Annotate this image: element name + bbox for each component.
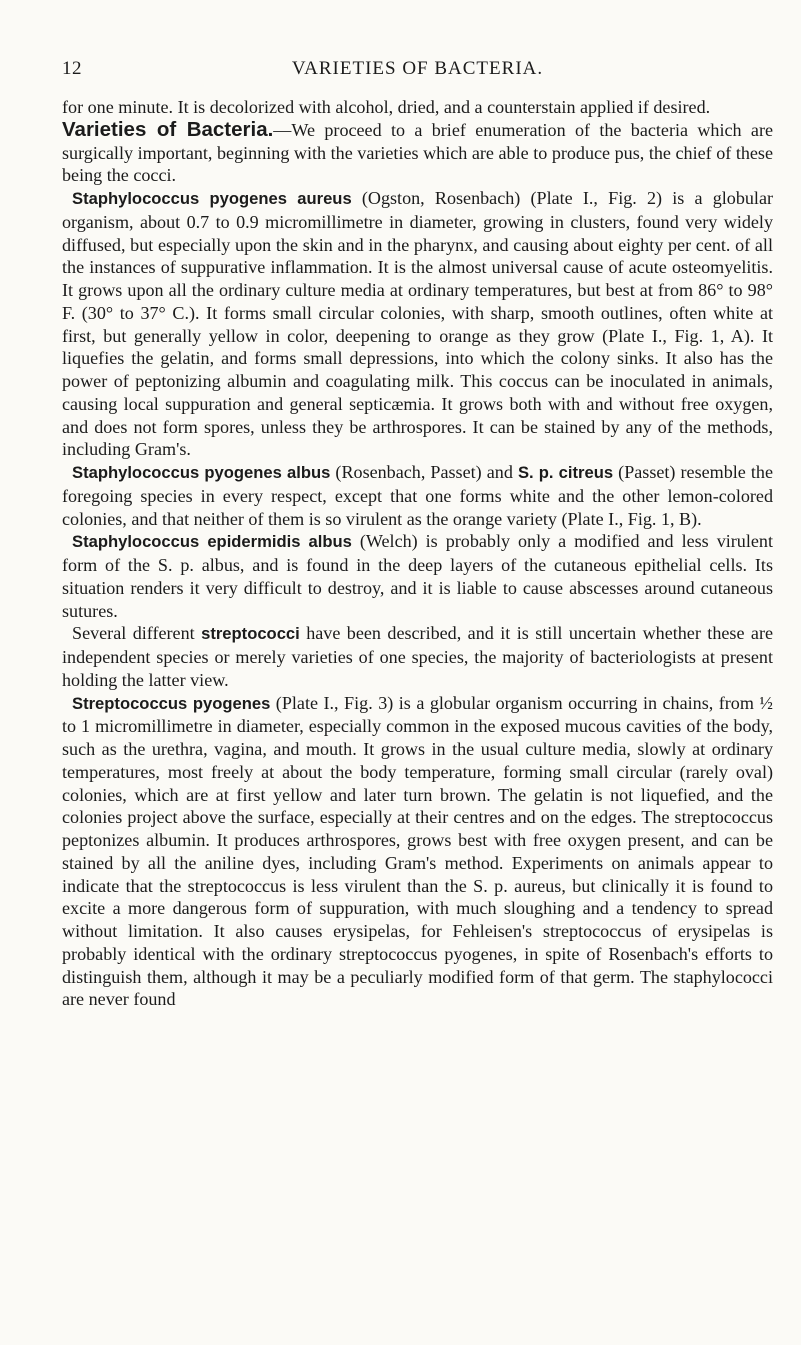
species-term: streptococci [201, 624, 300, 644]
section-heading: Varieties of Bacteria. [62, 117, 274, 141]
species-term: Streptococcus pyogenes [72, 693, 271, 713]
page-number: 12 [62, 58, 82, 79]
species-term: Staphylococcus pyogenes albus [72, 463, 331, 482]
paragraph-varieties-of-bacteria [62, 119, 773, 187]
paragraph-text: (Passet) resemble the foregoing species in every respect, except that one forms white and the other lemon-colored colonies, and that neither of them is so virulent as the orange variety (Plate I., Fig. 1, B). [62, 462, 774, 529]
paragraph-text-part: (Rosenbach, Passet) and [330, 462, 518, 482]
paragraph-continuation [62, 96, 773, 119]
species-term: Staphylococcus epidermidis albus [72, 532, 352, 552]
paragraph-text: (Ogston, Rosenbach) (Plate I., Fig. 2) is a globular organism, about 0.7 to 0.9 micromillimetre in diameter, growing in clusters, found very widely diffused, but especially upon the skin and in the pharynx, and causing about eighty per cent. of all the instances of suppurative inflammation. It is the almost universal cause of acute osteomyelitis. It grows upon all the ordinary culture media at ordinary temperatures, but best at from 86° to 98° F. (30° to 37° C.). It forms small circular colonies, with sharp, smooth outlines, often white at first, but generally yellow in color, deepening to orange as they grow (Plate I., Fig. 1, A). It liquefies the gelatin, and forms small depressions, into which the colony sinks. It also has the power of peptonizing albumin and coagulating milk. This coccus can be inoculated in animals, causing local suppuration and general septicæmia. It grows both with and without free oxygen, and does not form spores, unless they be arthrospores. It can be stained by any of the methods, including Gram's. [62, 188, 774, 460]
paragraph-text: have been described, and it is still uncertain whether these are independent species or merely varieties of one species, the majority of bacteriologists at present holding the latter view. [62, 623, 773, 690]
paragraph-streptococcus-pyogenes [62, 692, 773, 1012]
paragraph-text: (Plate I., Fig. 3) is a globular organism occurring in chains, from ½ to 1 micromillimetre in diameter, especially common in the exposed mucous cavities of the body, such as the urethra, vagina, and mouth. It grows in the usual culture media, slowly at ordinary temperatures, most freely at about the body temperature, forming small circular (rarely oval) colonies, which are at first yellow and later turn brown. The gelatin is not liquefied, and the colonies project above the surface, especially at their centres and on the edges. The streptococcus peptonizes albumin. It produces arthrospores, grows best with free oxygen present, and can be stained by all the aniline dyes, including Gram's method. Experiments on animals appear to indicate that the streptococcus is less virulent than the S. p. aureus, but clinically it is found to excite a more dangerous form of suppuration, with much sloughing and a tendency to spread without limitation. It also causes erysipelas, for Fehleisen's streptococcus of erysipelas is probably identical with the ordinary streptococcus pyogenes, in spite of Rosenbach's efforts to distinguish them, although it may be a peculiarly modified form of that germ. The staphylococci are never found [62, 692, 773, 1010]
species-term: S. p. citreus [517, 463, 614, 482]
running-head [62, 58, 773, 86]
paragraph-text-part: Several different [72, 623, 202, 644]
running-title: VARIETIES OF BACTERIA. [291, 58, 544, 79]
paragraph-text: (Welch) is probably only a modified and less virulent form of the S. p. albus, and is found in the deep layers of the cutaneous epithelial cells. Its situation renders it very difficult to destroy, and it is liable to cause abscesses around cutaneous sutures. [62, 531, 773, 621]
paragraph-text: —We proceed to a brief enumeration of the bacteria which are surgically important, beginning with the varieties which are able to produce pus, the chief of these being the cocci. [62, 119, 774, 186]
paragraph-staphylococcus-aureus [62, 187, 773, 461]
paragraph-text: for one minute. It is decolorized with alcohol, dried, and a counterstain applied if desired. [62, 97, 711, 117]
paragraph-streptococci [62, 622, 773, 691]
species-term: Staphylococcus pyogenes aureus [72, 189, 352, 208]
paragraph-staphylococcus-albus-citreus [62, 461, 773, 530]
paragraph-staphylococcus-epidermidis [62, 530, 773, 622]
body-text [62, 96, 773, 1011]
